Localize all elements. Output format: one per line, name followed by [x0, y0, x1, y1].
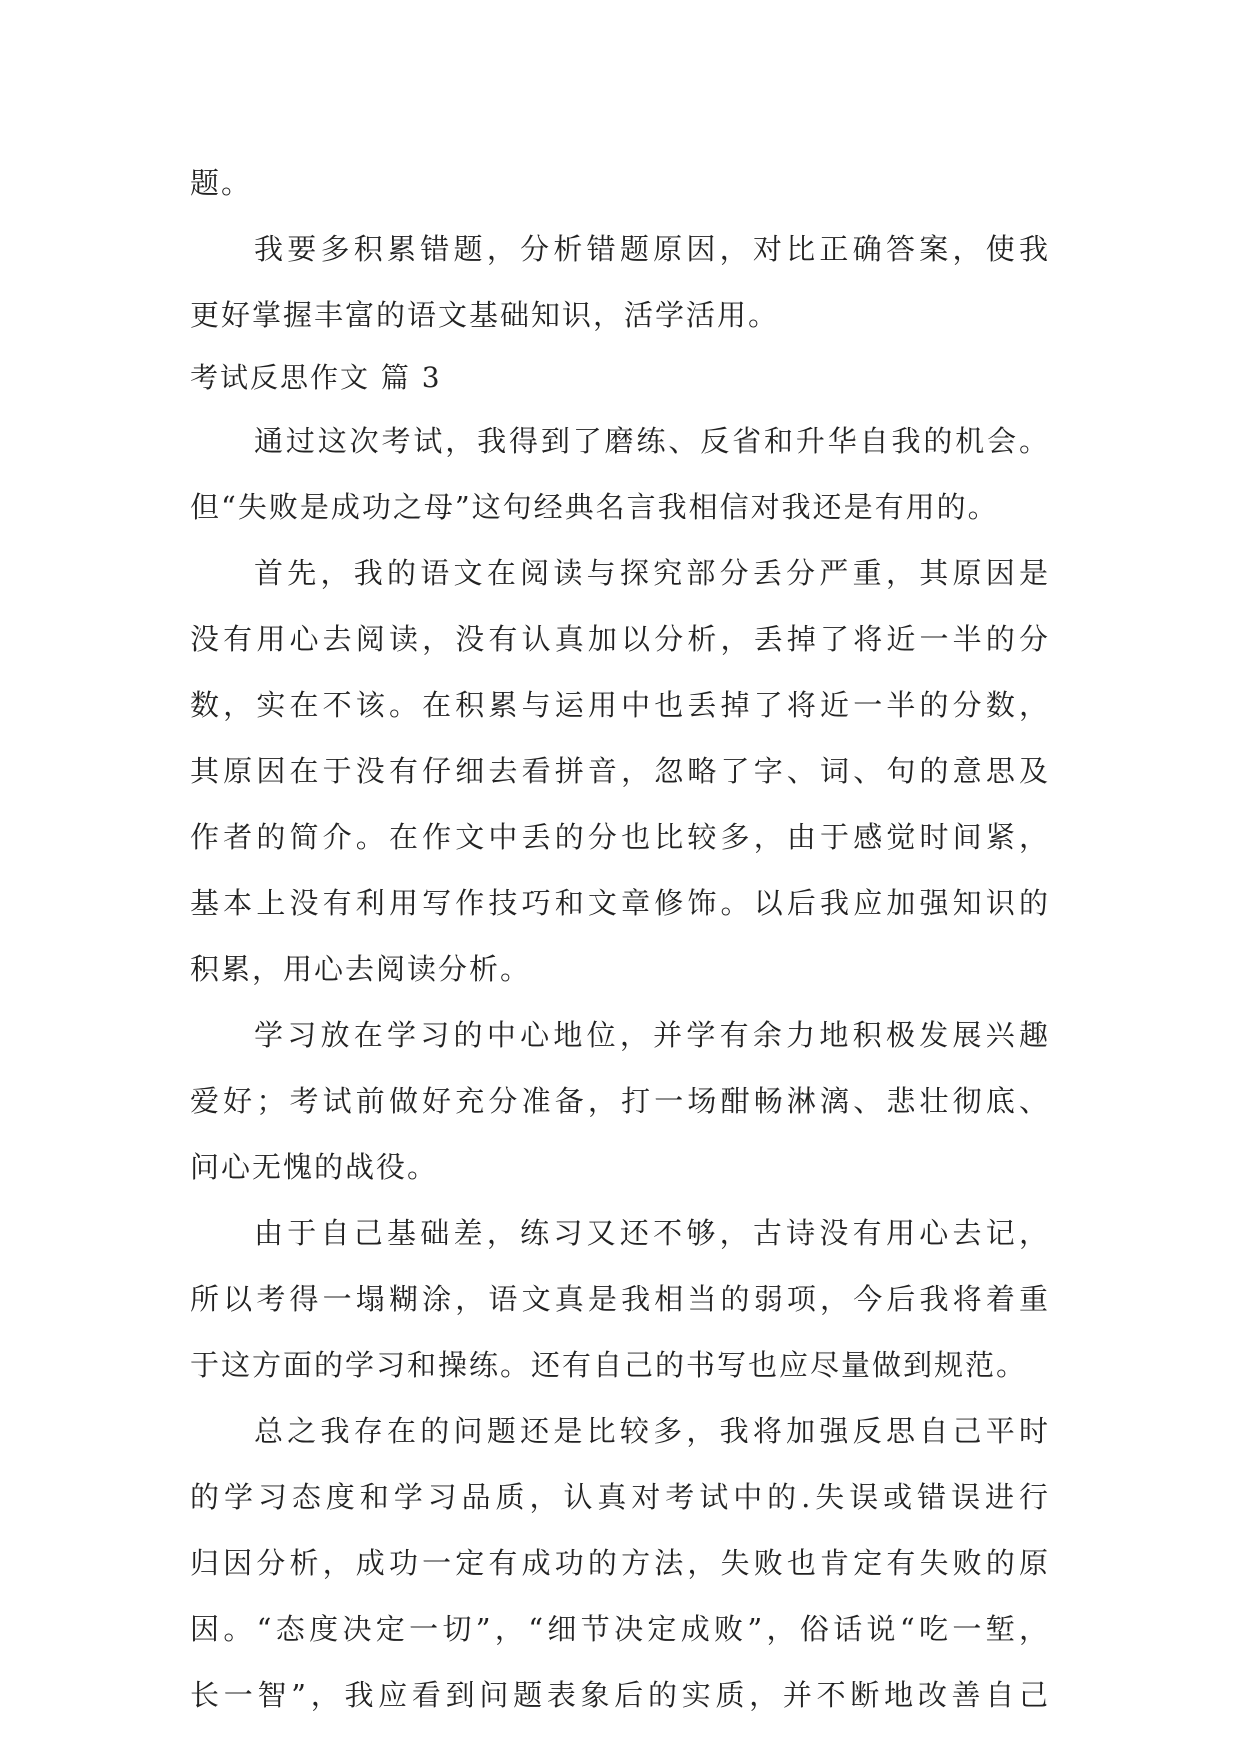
paragraph-line: 归因分析，成功一定有成功的方法，失败也肯定有失败的原 [190, 1546, 1050, 1580]
paragraph [190, 540, 1050, 1002]
paragraph-line: 爱好；考试前做好充分准备，打一场酣畅淋漓、悲壮彻底、 [190, 1084, 1050, 1118]
paragraph-line: 的学习态度和学习品质，认真对考试中的.失误或错误进行 [190, 1480, 1050, 1514]
paragraph-line: 总之我存在的问题还是比较多，我将加强反思自己平时 [254, 1414, 1050, 1448]
paragraph [190, 1002, 1050, 1200]
paragraph [190, 1398, 1050, 1728]
paragraph-line: 所以考得一塌糊涂，语文真是我相当的弱项，今后我将着重 [190, 1282, 1050, 1316]
paragraph-line: 首先，我的语文在阅读与探究部分丢分严重，其原因是 [254, 556, 1050, 590]
paragraph-line: 由于自己基础差，练习又还不够，古诗没有用心去记， [254, 1216, 1050, 1250]
paragraph-line: 没有用心去阅读，没有认真加以分析，丢掉了将近一半的分 [190, 622, 1050, 656]
section-heading: 考试反思作文 篇 3 [190, 361, 442, 394]
paragraph-line: 长一智”，我应看到问题表象后的实质，并不断地改善自己 [190, 1678, 1050, 1712]
paragraph-line: 更好掌握丰富的语文基础知识，活学活用。 [190, 298, 780, 332]
paragraph [190, 216, 1050, 348]
paragraph-line: 作者的简介。在作文中丢的分也比较多，由于感觉时间紧， [190, 820, 1050, 854]
paragraph-line: 其原因在于没有仔细去看拼音，忽略了字、词、句的意思及 [190, 754, 1050, 788]
paragraph-line: 通过这次考试，我得到了磨练、反省和升华自我的机会。 [254, 424, 1050, 458]
paragraph-line: 因。“态度决定一切”，“细节决定成败”，俗话说“吃一堑， [190, 1612, 1050, 1646]
paragraph-line: 学习放在学习的中心地位，并学有余力地积极发展兴趣 [254, 1018, 1050, 1052]
paragraph-line: 问心无愧的战役。 [190, 1150, 439, 1184]
paragraph [190, 1200, 1050, 1398]
paragraph-line: 题。 [190, 166, 253, 200]
paragraph-line: 积累，用心去阅读分析。 [190, 952, 532, 986]
paragraph-line: 数，实在不该。在积累与运用中也丢掉了将近一半的分数， [190, 688, 1050, 722]
paragraph-line: 我要多积累错题，分析错题原因，对比正确答案，使我 [254, 232, 1050, 266]
paragraph-line: 于这方面的学习和操练。还有自己的书写也应尽量做到规范。 [190, 1348, 1028, 1382]
paragraph-line: 基本上没有利用写作技巧和文章修饰。以后我应加强知识的 [190, 886, 1050, 920]
paragraph [190, 408, 1050, 540]
paragraph-line: 但“失败是成功之母”这句经典名言我相信对我还是有用的。 [190, 490, 999, 524]
paragraph [190, 150, 1050, 216]
document-body [190, 150, 1050, 1728]
